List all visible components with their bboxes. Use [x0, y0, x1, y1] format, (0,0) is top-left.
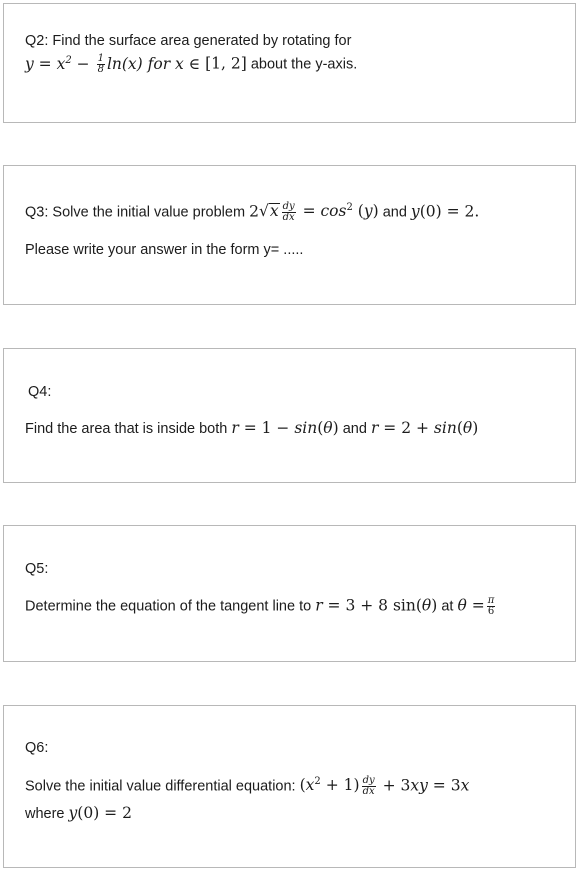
q5-at: at	[437, 598, 458, 615]
q4-label: Q4:	[28, 384, 52, 400]
q5-angle-fraction: $\frac{\pi}{6}$	[487, 595, 495, 617]
q2-suffix: about the y-axis.	[246, 56, 358, 73]
q5-label: Q5:	[25, 561, 49, 577]
q4-prefix: Find the area that is inside both	[25, 421, 232, 437]
q5-curve: r = 3 + 8 sin(θ)	[315, 596, 438, 615]
q2-equation: $y = x^2$ − $\frac{1}{8}$ ln(x) for x ∈	[25, 53, 206, 75]
q4-curve-1: r = 1 − sin(θ)	[231, 419, 339, 437]
question-card-q4	[3, 348, 576, 483]
q6-prefix: Solve the initial value differential equation:	[25, 778, 300, 795]
q5-statement	[25, 596, 497, 617]
q3-statement: Q3: Solve the initial value problem 2√x $\frac{dy}{dx}$ = $\cos^2 (y)$ and y(0) = 2.	[25, 201, 480, 223]
q6-where: where	[25, 806, 69, 822]
q4-and: and	[338, 421, 371, 437]
q2-title: Q2: Find the surface area generated by rotating for	[25, 33, 352, 49]
question-card-q2	[3, 3, 576, 123]
q5-prefix: Determine the equation of the tangent line to	[25, 598, 316, 615]
q6-equation: $(x^2 + 1)$	[299, 776, 360, 795]
q5-angle: θ =	[457, 596, 485, 615]
q6-label: Q6:	[25, 740, 49, 756]
question-card-q6	[3, 705, 576, 868]
q3-initial: y(0) = 2.	[410, 202, 480, 221]
q3-prefix: Q3: Solve the initial value problem	[25, 204, 250, 221]
q4-statement	[25, 419, 478, 438]
q3-sqrt: √x	[258, 202, 279, 221]
q3-and: and	[378, 204, 411, 221]
question-card-q5	[3, 525, 576, 662]
q3-note: Please write your answer in the form y= .....	[25, 242, 304, 258]
question-card-q3	[3, 165, 576, 305]
q6-initial: y(0) = 2	[68, 804, 132, 822]
q3-rhs: = $\cos^2 (y)$	[297, 202, 379, 221]
q6-initial-line	[25, 804, 132, 823]
q4-curve-2: r = 2 + sin(θ)	[370, 419, 479, 437]
q2-equation-line: $y = x^2$ − $\frac{1}{8}$ ln(x) for x ∈ [1, 2] about the y-axis.	[25, 53, 358, 75]
q6-statement: Solve the initial value differential equation: $(x^2 + 1)$ $\frac{dy}{dx}$ + 3xy = 3x	[25, 775, 470, 797]
